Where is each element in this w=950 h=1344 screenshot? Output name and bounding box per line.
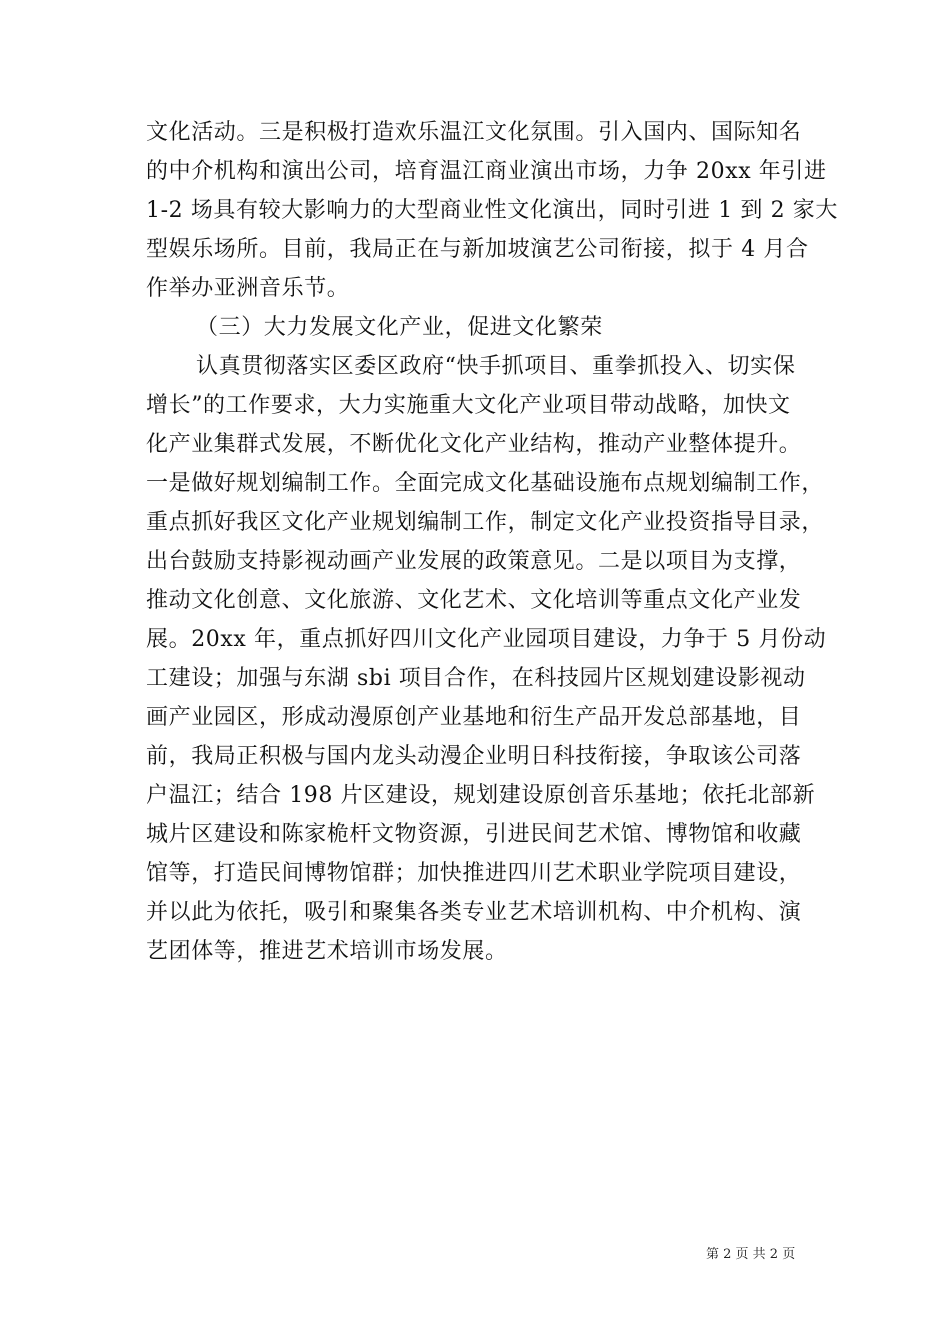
paragraph-line: 的中介机构和演出公司，培育温江商业演出市场，力争 20xx 年引进 [146,159,827,184]
paragraph-line: 重点抓好我区文化产业规划编制工作，制定文化产业投资指导目录， [146,510,825,535]
paragraph-line: 画产业园区，形成动漫原创产业基地和衍生产品开发总部基地，目 [146,705,802,730]
paragraph-line: 认真贯彻落实区委区政府“快手抓项目、重拳抓投入、切实保 [196,354,796,379]
paragraph-line: 增长”的工作要求，大力实施重大文化产业项目带动战略，加快文 [146,393,791,418]
paragraph-line: 馆等，打造民间博物馆群；加快推进四川艺术职业学院项目建设， [146,861,802,886]
paragraph-line: 文化活动。三是积极打造欢乐温江文化氛围。引入国内、国际知名 [146,120,802,145]
paragraph-line: 出台鼓励支持影视动画产业发展的政策意见。二是以项目为支撑， [146,549,802,574]
paragraph-line: 一是做好规划编制工作。全面完成文化基础设施布点规划编制工作， [146,471,825,496]
paragraph-line: 户温江；结合 198 片区建设，规划建设原创音乐基地；依托北部新 [146,783,816,808]
paragraph-line: 工建设；加强与东湖 sbi 项目合作，在科技园片区规划建设影视动 [146,666,806,691]
paragraph-line: 前，我局正积极与国内龙头动漫企业明日科技衔接，争取该公司落 [146,744,802,769]
paragraph-line: 城片区建设和陈家桅杆文物资源，引进民间艺术馆、博物馆和收藏 [146,822,802,847]
paragraph-line: 1-2 场具有较大影响力的大型商业性文化演出，同时引进 1 到 2 家大 [146,198,838,223]
page-number-footer: 第 2 页 共 2 页 [706,1247,796,1262]
section-heading: （三）大力发展文化产业，促进文化繁荣 [196,315,603,340]
paragraph-line: 并以此为依托，吸引和聚集各类专业艺术培训机构、中介机构、演 [146,900,802,925]
paragraph-line: 艺团体等，推进艺术培训市场发展。 [146,939,508,964]
paragraph-line: 展。20xx 年，重点抓好四川文化产业园项目建设，力争于 5 月份动 [146,627,827,652]
paragraph-line: 型娱乐场所。目前，我局正在与新加坡演艺公司衔接，拟于 4 月合 [146,237,809,262]
paragraph-line: 化产业集群式发展，不断优化文化产业结构，推动产业整体提升。 [146,432,802,457]
paragraph-line: 推动文化创意、文化旅游、文化艺术、文化培训等重点文化产业发 [146,588,802,613]
paragraph-line: 作举办亚洲音乐节。 [146,276,350,301]
